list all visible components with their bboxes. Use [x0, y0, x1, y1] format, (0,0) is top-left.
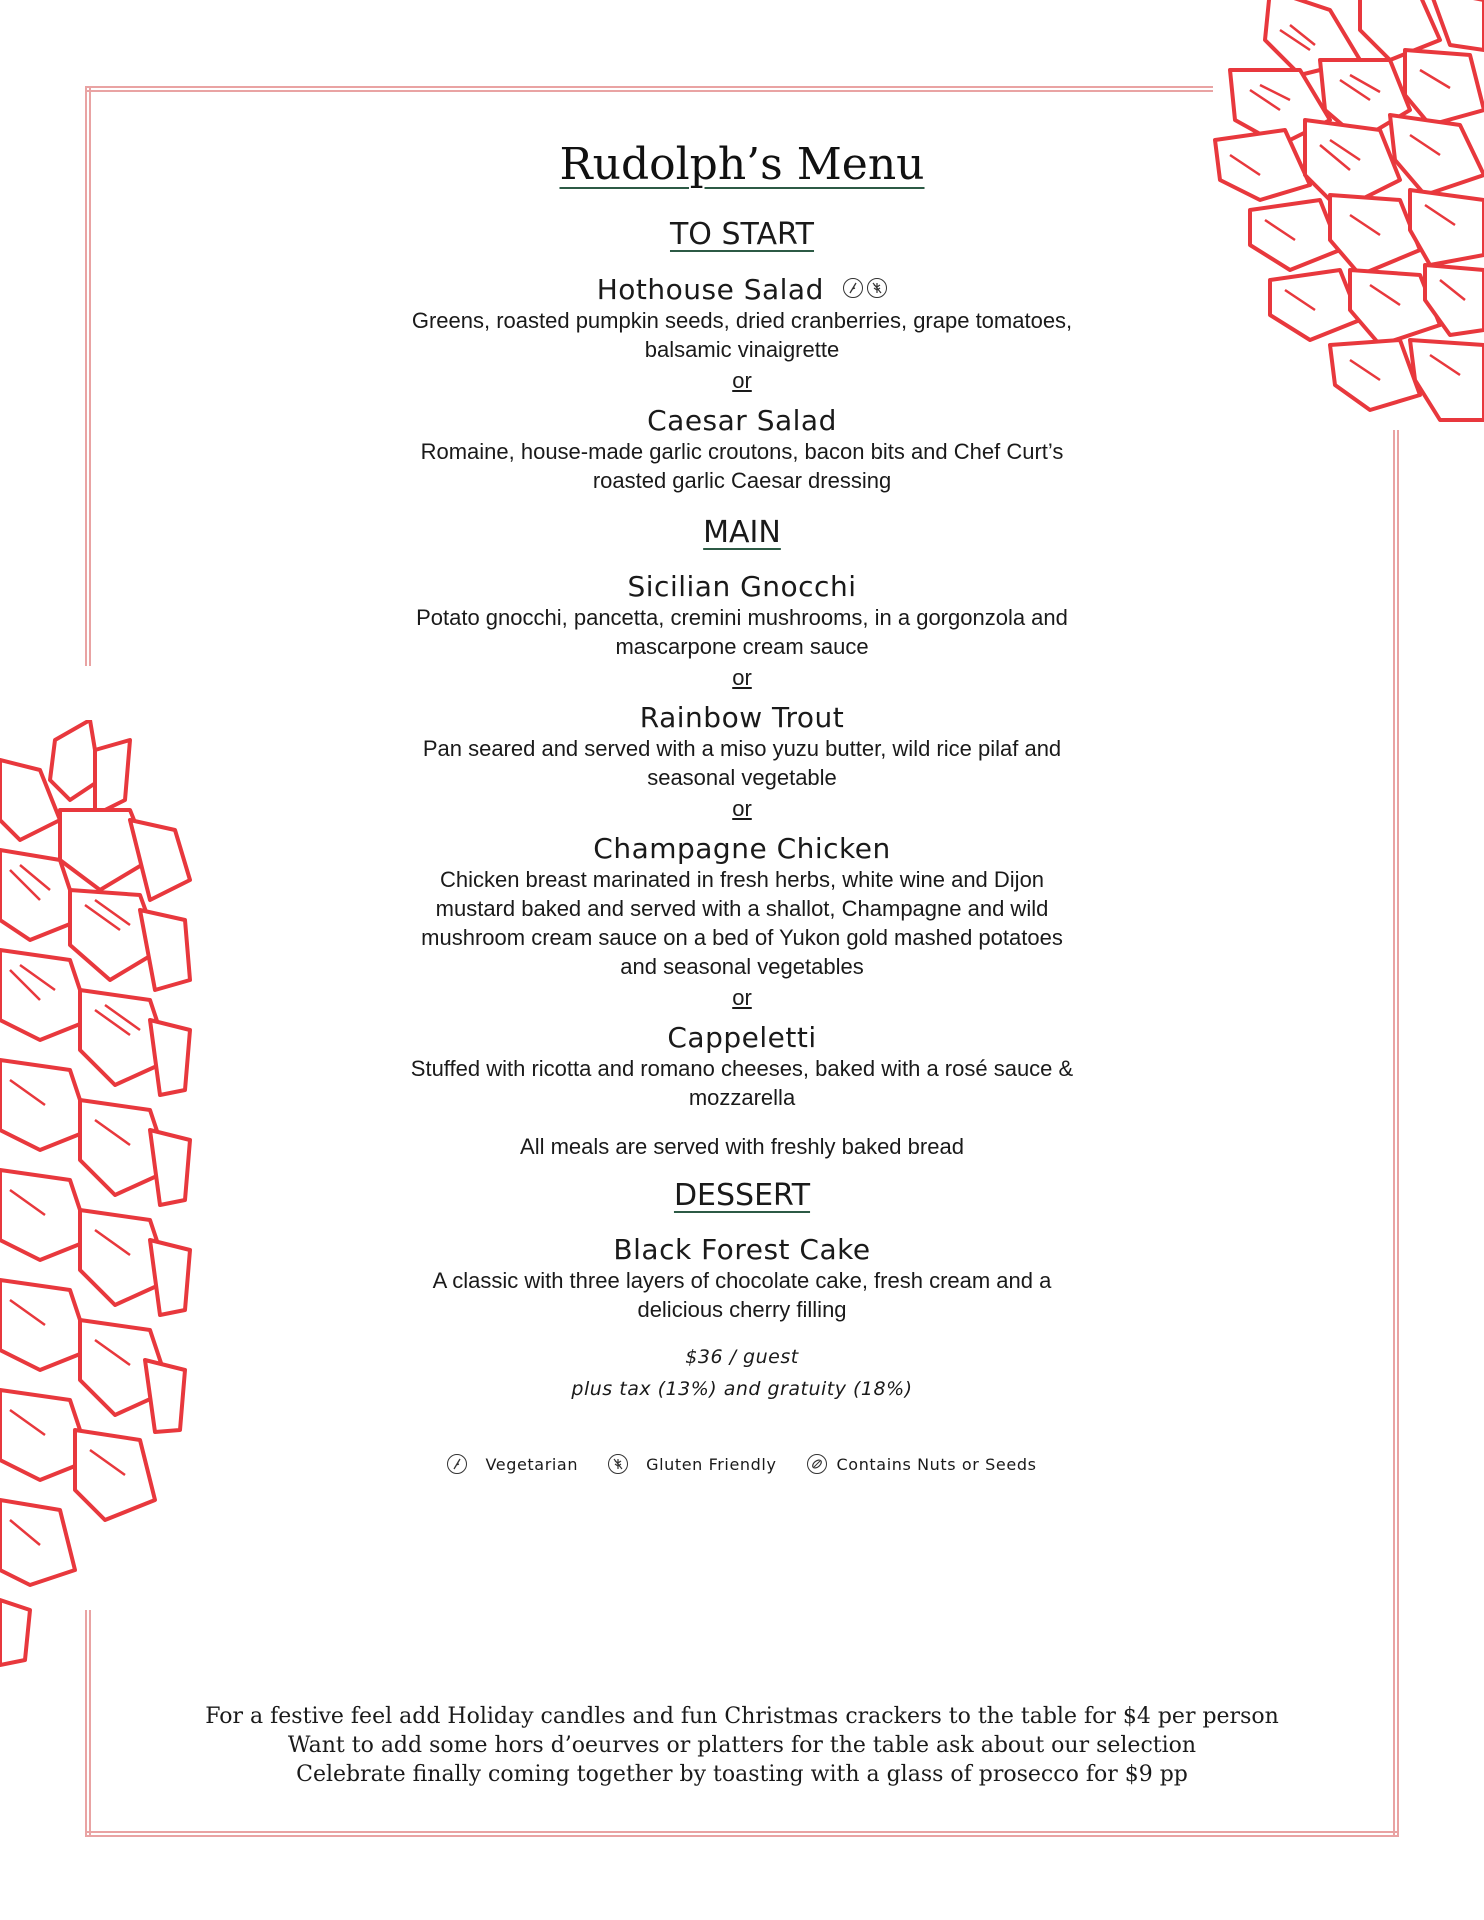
dish-name-black-forest-cake: Black Forest Cake — [613, 1233, 871, 1266]
dish-description-rainbow-trout: Pan seared and served with a miso yuzu butter, wild rice pilaf and seasonal vegetable — [422, 736, 1062, 790]
dish-description-black-forest-cake: A classic with three layers of chocolate cake, fresh cream and a delicious cherry filling — [432, 1268, 1052, 1322]
dish-description-caesar-salad: Romaine, house-made garlic croutons, bacon bits and Chef Curt’s roasted garlic Caesar dressing — [420, 439, 1064, 493]
footer-line-platters: Want to add some hors d’oeurves or platters for the table ask about our selection — [287, 1733, 1197, 1758]
dish-name-champagne-chicken: Champagne Chicken — [593, 832, 891, 865]
nuts-seeds-icon — [807, 1454, 827, 1474]
dish-name-caesar-salad: Caesar Salad — [647, 404, 837, 437]
dish-name-sicilian-gnocchi: Sicilian Gnocchi — [627, 570, 857, 603]
gluten-friendly-icon — [608, 1454, 628, 1474]
section-heading-start: TO START — [669, 217, 815, 252]
dish-description-sicilian-gnocchi: Potato gnocchi, pancetta, cremini mushrooms, in a gorgonzola and mascarpone cream sauce — [416, 605, 1068, 659]
dish-name-rainbow-trout: Rainbow Trout — [639, 701, 845, 734]
pinecone-illustration-top-right — [1210, 0, 1484, 430]
frame-bottom-border — [85, 1831, 1399, 1837]
frame-left-border-upper — [85, 86, 91, 666]
dietary-legend — [370, 1454, 1114, 1474]
menu-title: Rudolph’s Menu — [559, 139, 925, 190]
frame-right-border — [1393, 430, 1399, 1837]
dish-name-cappeletti: Cappeletti — [667, 1021, 817, 1054]
or-separator: or — [732, 368, 752, 393]
price-per-guest: $36 / guest — [685, 1346, 799, 1368]
legend-item-vegetarian: Vegetarian — [447, 1454, 578, 1474]
footer-add-ons — [150, 1702, 1334, 1789]
vegetarian-icon — [447, 1454, 467, 1474]
legend-item-gluten-friendly: Gluten Friendly — [608, 1454, 776, 1474]
or-separator: or — [732, 796, 752, 821]
dish-name-hothouse-salad: Hothouse Salad — [370, 273, 1114, 306]
vegetarian-icon — [843, 278, 863, 298]
dish-description-hothouse-salad: Greens, roasted pumpkin seeds, dried cranberries, grape tomatoes, balsamic vinaigrette — [411, 308, 1073, 362]
section-heading-main: MAIN — [703, 515, 781, 550]
price-tax-gratuity: plus tax (13%) and gratuity (18%) — [571, 1378, 913, 1400]
or-separator: or — [732, 985, 752, 1010]
pinecone-illustration-left — [0, 720, 200, 1670]
dish-description-champagne-chicken: Chicken breast marinated in fresh herbs, white wine and Dijon mustard baked and served with a shallot, Champagne and wild mushroom cream sauce on a bed of Yukon gold mashed potatoes and seasonal vegetables — [421, 867, 1063, 979]
frame-top-border — [85, 86, 1213, 92]
or-separator: or — [732, 665, 752, 690]
footer-line-prosecco: Celebrate finally coming together by toasting with a glass of prosecco for $9 pp — [296, 1762, 1188, 1787]
footer-line-candles: For a festive feel add Holiday candles and fun Christmas crackers to the table for $4 per person — [205, 1704, 1279, 1729]
bread-note: All meals are served with freshly baked bread — [520, 1134, 964, 1159]
gluten-friendly-icon — [867, 278, 887, 298]
menu-content — [370, 130, 1114, 1474]
legend-item-nuts-seeds: Contains Nuts or Seeds — [807, 1454, 1037, 1474]
section-heading-dessert: DESSERT — [673, 1178, 811, 1213]
dish-description-cappeletti: Stuffed with ricotta and romano cheeses, baked with a rosé sauce & mozzarella — [410, 1056, 1074, 1110]
